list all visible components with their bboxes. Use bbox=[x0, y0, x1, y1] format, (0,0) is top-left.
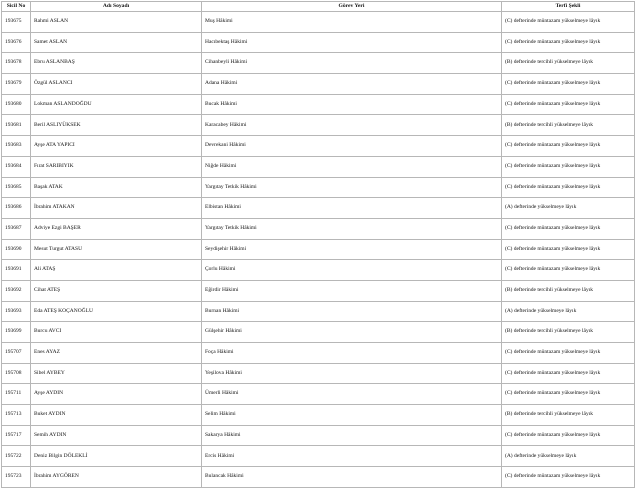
sicil-no-cell: 193699 bbox=[2, 322, 31, 343]
table-row bbox=[2, 239, 635, 260]
sicil-no-cell: 193681 bbox=[2, 115, 31, 136]
table-row bbox=[2, 94, 635, 115]
sicil-no-cell: 193686 bbox=[2, 198, 31, 219]
sicil-no-cell: 193692 bbox=[2, 280, 31, 301]
table-row bbox=[2, 301, 635, 322]
sicil-no-cell: 193680 bbox=[2, 94, 31, 115]
table-row bbox=[2, 136, 635, 157]
name-cell: Deniz Bilgin DÖLEKLİ bbox=[31, 446, 202, 467]
sicil-no-cell: 195723 bbox=[2, 467, 31, 488]
name-cell: Enes AYAZ bbox=[31, 343, 202, 364]
sicil-no-cell: 193693 bbox=[2, 301, 31, 322]
name-cell: Lokman ASLANDOĞDU bbox=[31, 94, 202, 115]
name-cell: Özgül ASLANCI bbox=[31, 74, 202, 95]
name-cell: Fırat SARIBIYIK bbox=[31, 156, 202, 177]
sicil-no-cell: 193690 bbox=[2, 239, 31, 260]
table-row bbox=[2, 467, 635, 488]
promotion-type-cell: (C) defterinde müntazam yükselmeye lâyık bbox=[502, 74, 635, 95]
table-row bbox=[2, 343, 635, 364]
duty-station-cell: Devrekani Hâkimi bbox=[202, 136, 502, 157]
duty-station-cell: Yeşilova Hâkimi bbox=[202, 363, 502, 384]
header-gorev-yeri: Görev Yeri bbox=[202, 2, 502, 12]
name-cell: Ayşe ATA YAPICI bbox=[31, 136, 202, 157]
duty-station-cell: Muş Hâkimi bbox=[202, 12, 502, 33]
promotion-type-cell: (B) defterinde tercihli yükselmeye lâyık bbox=[502, 405, 635, 426]
name-cell: Burcu AVCI bbox=[31, 322, 202, 343]
promotion-type-cell: (C) defterinde müntazam yükselmeye lâyık bbox=[502, 94, 635, 115]
sicil-no-cell: 195711 bbox=[2, 384, 31, 405]
sicil-no-cell: 193676 bbox=[2, 32, 31, 53]
promotion-type-cell: (A) defterinde yükselmeye lâyık bbox=[502, 198, 635, 219]
sicil-no-cell: 195708 bbox=[2, 363, 31, 384]
promotion-type-cell: (B) defterinde tercihli yükselmeye lâyık bbox=[502, 53, 635, 74]
sicil-no-cell: 195722 bbox=[2, 446, 31, 467]
sicil-no-cell: 193685 bbox=[2, 177, 31, 198]
name-cell: İbrahim ATAKAN bbox=[31, 198, 202, 219]
table-body bbox=[2, 12, 635, 488]
name-cell: Adviye Ezgi BAŞER bbox=[31, 218, 202, 239]
table-row bbox=[2, 74, 635, 95]
sicil-no-cell: 193691 bbox=[2, 260, 31, 281]
table-row bbox=[2, 405, 635, 426]
table-row bbox=[2, 177, 635, 198]
duty-station-cell: Çorlu Hâkimi bbox=[202, 260, 502, 281]
name-cell: Samet ASLAN bbox=[31, 32, 202, 53]
duty-station-cell: Hacıbektaş Hâkimi bbox=[202, 32, 502, 53]
duty-station-cell: Ümerli Hâkimi bbox=[202, 384, 502, 405]
duty-station-cell: Yargıtay Tetkik Hâkimi bbox=[202, 177, 502, 198]
duty-station-cell: Bulancak Hâkimi bbox=[202, 467, 502, 488]
promotion-type-cell: (C) defterinde müntazam yükselmeye lâyık bbox=[502, 239, 635, 260]
name-cell: Ali ATAŞ bbox=[31, 260, 202, 281]
sicil-no-cell: 193684 bbox=[2, 156, 31, 177]
duty-station-cell: Bucak Hâkimi bbox=[202, 94, 502, 115]
table-row bbox=[2, 53, 635, 74]
header-terfi-sekli: Terfi Şekli bbox=[502, 2, 635, 12]
name-cell: Başak ATAK bbox=[31, 177, 202, 198]
duty-station-cell: Ercis Hâkimi bbox=[202, 446, 502, 467]
table-row bbox=[2, 322, 635, 343]
table-row bbox=[2, 425, 635, 446]
promotion-type-cell: (B) defterinde tercihli yükselmeye lâyık bbox=[502, 115, 635, 136]
duty-station-cell: Elbistan Hâkimi bbox=[202, 198, 502, 219]
promotion-type-cell: (A) defterinde yükselmeye lâyık bbox=[502, 446, 635, 467]
name-cell: Ebru ASLANBAŞ bbox=[31, 53, 202, 74]
name-cell: Sibel AYBEY bbox=[31, 363, 202, 384]
name-cell: Beril ASLIYÜKSEK bbox=[31, 115, 202, 136]
table-row bbox=[2, 218, 635, 239]
name-cell: Rahmi ASLAN bbox=[31, 12, 202, 33]
promotion-type-cell: (C) defterinde müntazam yükselmeye lâyık bbox=[502, 384, 635, 405]
name-cell: Buket AYDIN bbox=[31, 405, 202, 426]
duty-station-cell: Gülşehir Hâkimi bbox=[202, 322, 502, 343]
name-cell: Cihat ATEŞ bbox=[31, 280, 202, 301]
duty-station-cell: Adana Hâkimi bbox=[202, 74, 502, 95]
promotion-type-cell: (C) defterinde müntazam yükselmeye lâyık bbox=[502, 177, 635, 198]
table-row bbox=[2, 32, 635, 53]
promotion-type-cell: (C) defterinde müntazam yükselmeye lâyık bbox=[502, 32, 635, 53]
sicil-no-cell: 193679 bbox=[2, 74, 31, 95]
duty-station-cell: Niğde Hâkimi bbox=[202, 156, 502, 177]
table-row bbox=[2, 280, 635, 301]
sicil-no-cell: 195707 bbox=[2, 343, 31, 364]
duty-station-cell: Sakarya Hâkimi bbox=[202, 425, 502, 446]
duty-station-cell: Cihanbeyli Hâkimi bbox=[202, 53, 502, 74]
table-header-row bbox=[2, 2, 635, 12]
duty-station-cell: Selim Hâkimi bbox=[202, 405, 502, 426]
table-row bbox=[2, 384, 635, 405]
duty-station-cell: Yargıtay Tetkik Hâkimi bbox=[202, 218, 502, 239]
duty-station-cell: Karacabey Hâkimi bbox=[202, 115, 502, 136]
promotion-type-cell: (B) defterinde tercihli yükselmeye lâyık bbox=[502, 280, 635, 301]
sicil-no-cell: 193675 bbox=[2, 12, 31, 33]
table-row bbox=[2, 156, 635, 177]
sicil-no-cell: 195717 bbox=[2, 425, 31, 446]
name-cell: Eda ATEŞ KOÇANOĞLU bbox=[31, 301, 202, 322]
table-row bbox=[2, 12, 635, 33]
name-cell: Semih AYDIN bbox=[31, 425, 202, 446]
duty-station-cell: Foça Hâkimi bbox=[202, 343, 502, 364]
promotion-table bbox=[1, 1, 635, 488]
table-row bbox=[2, 446, 635, 467]
promotion-type-cell: (C) defterinde müntazam yükselmeye lâyık bbox=[502, 425, 635, 446]
promotion-type-cell: (C) defterinde müntazam yükselmeye lâyık bbox=[502, 260, 635, 281]
promotion-type-cell: (C) defterinde müntazam yükselmeye lâyık bbox=[502, 343, 635, 364]
table-row bbox=[2, 363, 635, 384]
header-sicil-no: Sicil No bbox=[2, 2, 31, 12]
name-cell: Mesut Turgut ATASU bbox=[31, 239, 202, 260]
duty-station-cell: Eğirdir Hâkimi bbox=[202, 280, 502, 301]
sicil-no-cell: 193683 bbox=[2, 136, 31, 157]
table-row bbox=[2, 198, 635, 219]
sicil-no-cell: 193678 bbox=[2, 53, 31, 74]
promotion-type-cell: (C) defterinde müntazam yükselmeye lâyık bbox=[502, 156, 635, 177]
promotion-type-cell: (C) defterinde müntazam yükselmeye lâyık bbox=[502, 218, 635, 239]
promotion-type-cell: (A) defterinde yükselmeye lâyık bbox=[502, 301, 635, 322]
sicil-no-cell: 195713 bbox=[2, 405, 31, 426]
header-adi-soyadi: Adı Soyadı bbox=[31, 2, 202, 12]
name-cell: İbrahim AYGÖREN bbox=[31, 467, 202, 488]
name-cell: Ayşe AYDIN bbox=[31, 384, 202, 405]
promotion-type-cell: (C) defterinde müntazam yükselmeye lâyık bbox=[502, 467, 635, 488]
promotion-type-cell: (C) defterinde müntazam yükselmeye lâyık bbox=[502, 363, 635, 384]
duty-station-cell: Seydişehir Hâkimi bbox=[202, 239, 502, 260]
sicil-no-cell: 193687 bbox=[2, 218, 31, 239]
promotion-type-cell: (B) defterinde tercihli yükselmeye lâyık bbox=[502, 322, 635, 343]
table-row bbox=[2, 115, 635, 136]
table-row bbox=[2, 260, 635, 281]
promotion-type-cell: (C) defterinde müntazam yükselmeye lâyık bbox=[502, 12, 635, 33]
duty-station-cell: Burnan Hâkimi bbox=[202, 301, 502, 322]
promotion-type-cell: (C) defterinde müntazam yükselmeye lâyık bbox=[502, 136, 635, 157]
